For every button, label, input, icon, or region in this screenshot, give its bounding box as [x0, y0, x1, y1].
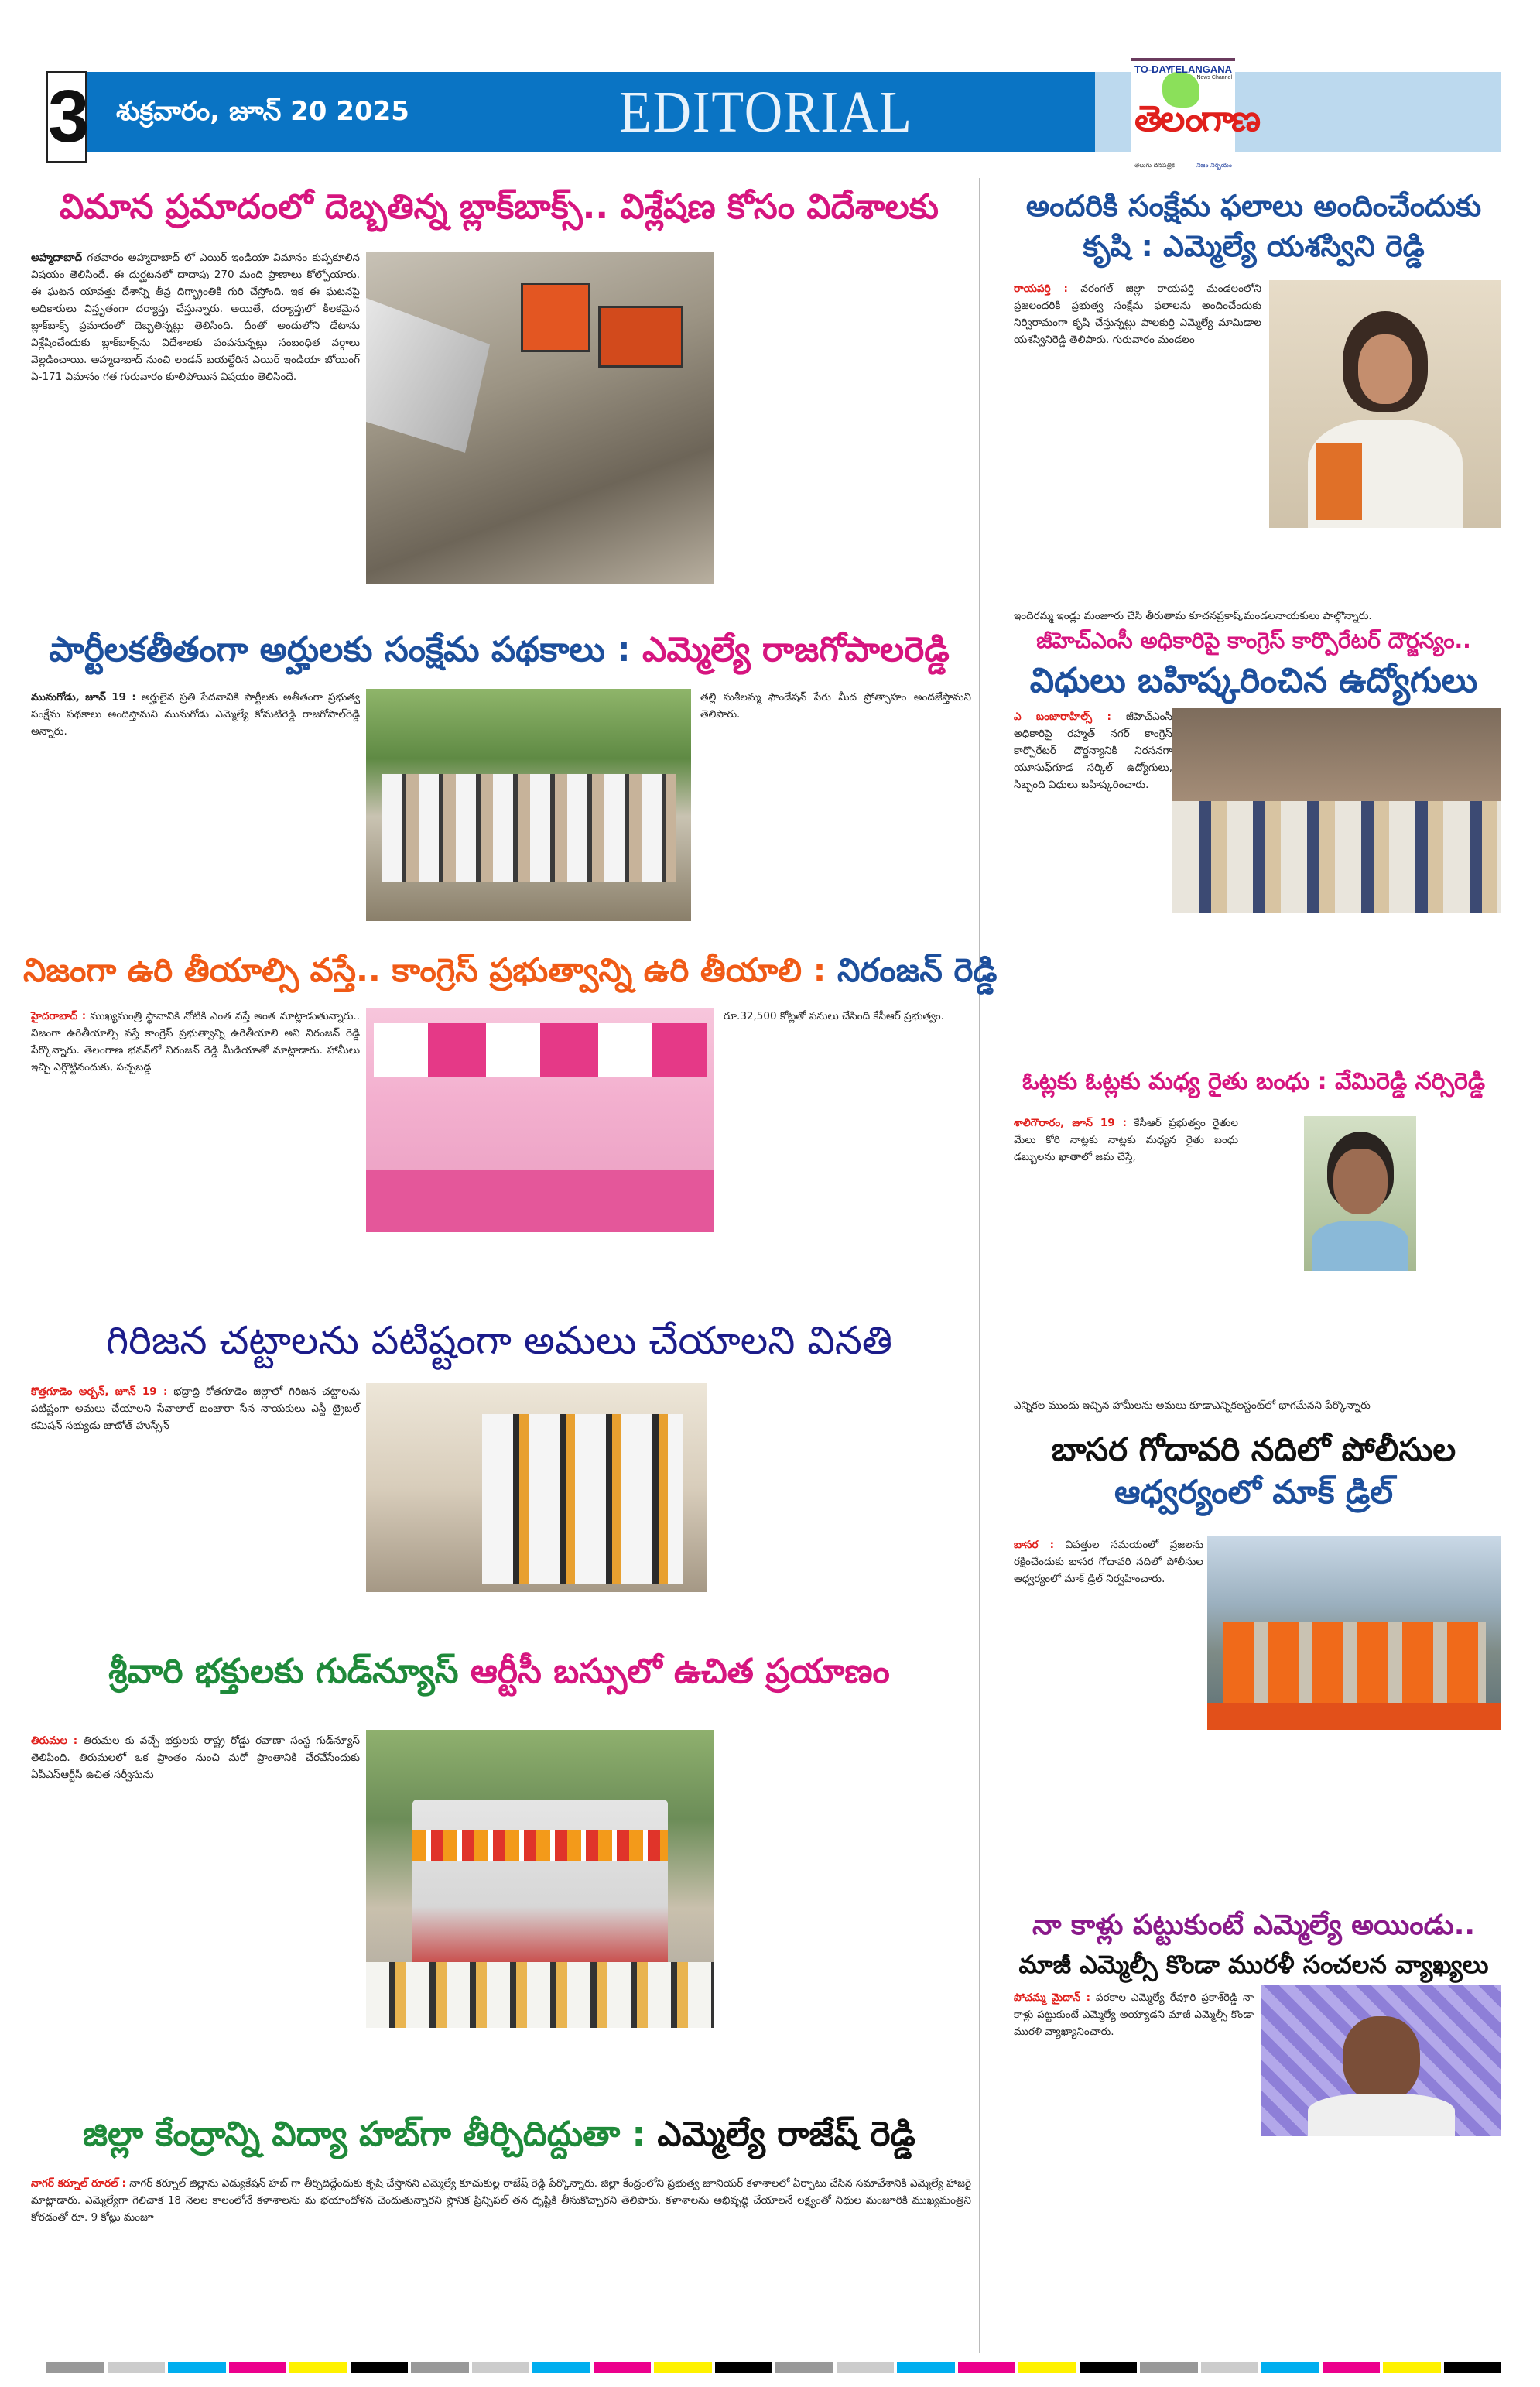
headline-main: జిల్లా కేంద్రాన్ని విద్యా హబ్‌గా తీర్చిదిద్దుతా :	[83, 2115, 658, 2154]
konda-murali-photo	[1261, 1985, 1501, 2136]
article-text: గతవారం అహ్మదాబాద్ లో ఎయిర్ ఇండియా విమానం కుప్పకూలిన విషయం తెలిసిందే. ఈ దుర్ఘటనలో దాదాపు 270 మంది ప్రాణాలు కోల్పోయారు. ఈ ఘటన యావత్తు దేశాన్ని తీవ్ర దిగ్భ్రాంతికి గురి చేస్తోంది. ఇక ఈ ఘటనపై అధికారులు విస్తృతంగా దర్యాప్తు చేస్తున్నారు. అయితే, దర్యాప్తులో కీలకమైన బ్లాక్‌బాక్స్ ప్రమాదంలో దెబ్బతిన్నట్లు తెలిసింది. దీంతో అందులోని డేటాను విశ్లేషించేందుకు బ్లాక్‌బాక్స్‌ను విదేశాలకు పంపనున్నట్లు సంబంధిత వర్గాలు వెల్లడించాయి. అహ్మదాబాద్ నుంచి లండన్ బయల్దేరిన ఎయిర్ ఇండియా బోయింగ్ ఏ-171 విమానం గత గురువారం కూలిపోయిన విషయం తెలిసిందే.	[31, 252, 360, 383]
article-text: అర్హులైన ప్రతి పేదవానికి పార్టీలకు అతీతంగా ప్రభుత్వ సంక్షేమ పథకాలు అందిస్తామని మునుగోడు ఎమ్మెల్యే కోమటిరెడ్డి రాజగోపాల్‌రెడ్డి అన్నారు.	[31, 691, 361, 738]
headline-name: ఎమ్మెల్యే రాజగోపాలరెడ్డి	[642, 630, 950, 670]
article-blackbox-continued	[724, 249, 971, 590]
color-swatch	[775, 2362, 833, 2373]
headline-ghmc: విధులు బహిష్కరించిన ఉద్యోగులు	[1029, 661, 1478, 700]
headline-name: ఆర్టీసీ బస్సులో ఉచిత ప్రయాణం	[470, 1652, 890, 1691]
issue-date: శుక్రవారం, జూన్ 20 2025	[116, 96, 409, 127]
dateline: రాయపర్తి :	[1014, 283, 1068, 295]
headline-konda-line1: నా కాళ్లు పట్టుకుంటే ఎమ్మెల్యే అయిండు..	[1032, 1909, 1476, 1941]
logo-top-right: TELANGANA	[1169, 63, 1232, 75]
color-swatch	[715, 2362, 773, 2373]
color-swatch	[897, 2362, 955, 2373]
dateline: కొత్తగూడెం అర్బన్, జూన్ 19 :	[31, 1385, 168, 1398]
headline-name: ఎమ్మెల్యే రాజేష్ రెడ్డి	[657, 2115, 915, 2154]
color-swatch	[472, 2362, 530, 2373]
headline-yashaswini-line2: కృషి : ఎమ్మెల్యే యశస్విని రెడ్డి	[1083, 229, 1425, 263]
dateline: నాగర్ కర్నూల్ రూరల్ :	[31, 2177, 126, 2190]
headline-name: నిరంజన్ రెడ్డి	[837, 951, 998, 989]
article-text: కేసీఆర్ ప్రభుత్వం రైతుల మేలు కోరి నాట్లకు నాట్లకు మధ్యన రైతు బంధు డబ్బులను ఖాతాలో జమ చేస్తే,	[1014, 1117, 1239, 1163]
article-text: జీహెచ్‌ఎంసీ అధికారిపై రహ్మత్ నగర్ కాంగ్రెస్ కార్పొరేటర్ దౌర్జన్యానికి నిరసనగా యూసుఫ్‌గూడ సర్కిల్ ఉద్యోగులు, సిబ్బంది విధులు బహిష్కరించారు.	[1014, 711, 1172, 791]
basara-mockdrill-photo	[1207, 1536, 1501, 1730]
tirumala-bus-photo	[366, 1730, 714, 2028]
headline-basara-line1: బాసర గోదావరి నదిలో పోలీసుల	[1051, 1430, 1456, 1468]
dateline: తిరుమల :	[31, 1735, 78, 1747]
article-text: పరకాల ఎమ్మెల్యే రేవూరి ప్రకాశ్‌రెడ్డి నా కాళ్లు పట్టుకుంటే ఎమ్మెల్యే అయ్యాడని మాజీ ఎమ్మెల్సీ కొండా మురళి వ్యాఖ్యానించారు.	[1014, 1991, 1254, 2038]
ghmc-protest-photo	[1172, 708, 1501, 913]
logo-bottom-left: తెలుగు దినపత్రిక	[1134, 162, 1176, 169]
article-rajagopal-body	[31, 689, 360, 937]
color-swatch	[1444, 2362, 1502, 2373]
article-narsireddy-footer: ఎన్నికల ముందు ఇచ్చిన హామీలను అమలు కూడాఎన్నికలస్టంట్‌లో భాగమేనని పేర్కొన్నారు	[1014, 1399, 1371, 1412]
color-swatch	[168, 2362, 226, 2373]
article-basara-body	[1014, 1536, 1203, 1885]
article-girijana-body	[31, 1383, 360, 1631]
column-divider	[979, 178, 980, 2353]
color-swatch	[1140, 2362, 1198, 2373]
article-niranjan-body	[31, 1008, 360, 1302]
color-swatch	[229, 2362, 287, 2373]
article-girijana-continued	[716, 1383, 971, 1631]
headline-rajagopal	[23, 627, 975, 673]
article-text: ముఖ్యమంత్రి స్థానానికి నోటికి ఎంత వస్తే అంత మాట్లాడుతున్నారు.. నిజంగా ఉరితీయాల్సి వస్తే కాంగ్రెస్ ప్రభుత్వాన్ని ఉరితీయాలి అని నిరంజన్ రెడ్డి పేర్కొన్నారు. తెలంగాణ భవన్‌లో నిరంజన్ రెడ్డి మీడియాతో మాట్లాడారు. హామీలు ఇచ్చి ఎగ్గొట్టినందుకు, పచ్చబడ్డ	[31, 1010, 361, 1074]
color-swatch	[654, 2362, 712, 2373]
headline-main: నిజంగా ఉరి తీయాల్సి వస్తే.. కాంగ్రెస్ ప్రభుత్వాన్ని ఉరి తీయాలి :	[23, 951, 838, 989]
color-swatch	[1018, 2362, 1076, 2373]
article-niranjan-right: రూ.32,500 కోట్లతో పనులు చేసింది కేసీఆర్ ప్రభుత్వం.	[724, 1010, 944, 1022]
dateline: ఎ బంజారాహిల్స్ :	[1014, 711, 1111, 723]
headline-yashaswini-line1: అందరికి సంక్షేమ ఫలాలు అందించేందుకు	[1025, 189, 1482, 223]
article-yashaswini-body	[1014, 280, 1261, 605]
article-blackbox-body	[31, 249, 360, 590]
headline-niranjan	[23, 948, 998, 993]
article-konda-continued	[1261, 2140, 1501, 2353]
headline-basara-line2: ఆధ్వర్యంలో మాక్ డ్రిల్	[1114, 1473, 1394, 1511]
color-swatch	[532, 2362, 590, 2373]
dateline: శాలిగౌరారం, జూన్ 19 :	[1014, 1117, 1127, 1129]
color-swatch	[1080, 2362, 1138, 2373]
color-swatch	[594, 2362, 652, 2373]
dateline: పోచమ్మ మైదాన్ :	[1014, 1991, 1090, 2004]
article-rajagopal-right: తల్లి సుశీలమ్మ ఫౌండేషన్ పేరు మీద ప్రోత్సాహం అందజేస్తామని తెలిపారు.	[700, 691, 971, 721]
dateline: హైదరాబాద్ :	[31, 1010, 87, 1022]
article-tirumala-body	[31, 1732, 360, 2096]
color-swatch	[1383, 2362, 1441, 2373]
headline-main: పార్టీలకతీతంగా అర్హులకు సంక్షేమ పథకాలు :	[49, 630, 643, 670]
narsireddy-portrait	[1304, 1116, 1416, 1271]
article-ghmc-body	[1014, 708, 1172, 1033]
munugodu-group-photo	[366, 689, 691, 921]
masthead	[0, 0, 1540, 174]
color-swatch	[289, 2362, 347, 2373]
article-basara-continued	[1207, 1734, 1501, 1885]
brs-press-meet-photo	[366, 1008, 714, 1232]
headline-tirumala	[23, 1649, 975, 1695]
color-swatch	[1201, 2362, 1259, 2373]
headline-rajesh	[23, 2109, 975, 2160]
dateline: మునుగోడు, జూన్ 19 :	[31, 691, 136, 704]
plane-crash-photo	[366, 252, 714, 584]
color-swatch	[411, 2362, 469, 2373]
headline-narsireddy: ఓట్లకు ఓట్లకు మధ్య రైతు బంధు : వేమిరెడ్డి నర్సిరెడ్డి	[1022, 1068, 1486, 1095]
headline-konda-line2: మాజీ ఎమ్మెల్సీ కొండా మురళీ సంచలన వ్యాఖ్యలు	[1018, 1950, 1489, 1979]
section-title: EDITORIAL	[619, 80, 913, 145]
article-tirumala-continued	[724, 1732, 971, 2096]
headline-ghmc-kicker: జీహెచ్‌ఎంసీ అధికారిపై కాంగ్రెస్ కార్పొరేటర్ దౌర్జన్యం..	[1036, 628, 1471, 653]
color-swatch	[837, 2362, 895, 2373]
girijana-meeting-photo	[366, 1383, 707, 1592]
logo-top-left: TO-DAY	[1134, 63, 1172, 75]
page-number: 3	[46, 71, 87, 163]
article-text: వరంగల్ జిల్లా రాయపర్తి మండలంలోని ప్రజలందరికి ప్రభుత్వ సంక్షేమ ఫలాలను అందించేందుకు నిర్విరామంగా కృషి చేస్తున్నట్లు పాలకుర్తి ఎమ్మెల్యే మామిడాల యశస్వినిరెడ్డి తెలిపారు. గురువారం మండలం	[1014, 283, 1261, 346]
dateline: అహ్మదాబాద్	[31, 252, 83, 264]
yashaswini-portrait	[1269, 280, 1501, 528]
article-konda-body	[1014, 1989, 1254, 2353]
color-swatch	[351, 2362, 409, 2373]
logo-bottom-right: నిజం నిర్భయం	[1196, 162, 1232, 169]
article-yashaswini-footer: ఇందిరమ్మ ఇండ్లు మంజూరు చేసి తీరుతామ కూచనప్రకాష్,మండలనాయకులు పాల్గొన్నారు.	[1014, 610, 1372, 622]
article-ghmc-continued	[1172, 917, 1501, 1033]
headline-girijana: గిరిజన చట్టాలను పటిష్టంగా అమలు చేయాలని వినతి	[106, 1318, 892, 1363]
article-text: నాగర్ కర్నూల్ జిల్లాను ఎడ్యుకేషన్ హబ్ గా తీర్చిదిద్దేందుకు కృషి చేస్తానని ఎమ్మెల్యే కూచుకుల్ల రాజేష్ రెడ్డి పేర్కొన్నారు. జిల్లా కేంద్రంలోని ప్రభుత్వ జూనియర్ కళాశాలలో ఏర్పాటు చేసిన సమావేశానికి ఎమ్మెల్యే హాజరై మాట్లాడారు. ఎమ్మెల్యేగా గెలిచాక 18 నెలల కాలంలోనే కళాశాలను మ భయాందోళన చెందుతున్నారని స్థానిక ప్రిన్సిపల్ తన దృష్టికి తీసుకొచ్చారని తెలిపారు. కళాశాలను అభివృద్ధి చేయాలనే లక్ష్యంతో నిధుల మంజూరికి ముఖ్యమంత్రిని కోరడంతో రూ. 9 కోట్లు మంజూ	[31, 2177, 971, 2224]
article-text: భద్రాద్రి కోతగూడెం జిల్లాలో గిరిజన చట్టాలను పటిష్టంగా అమలు చేయాలని సేవాలాల్ బంజారా సేన నాయకులు ఎస్టీ ట్రైబల్ కమిషన్ సభ్యుడు జాటోత్ హుస్సేన్	[31, 1385, 360, 1432]
headline-main: శ్రీవారి భక్తులకు గుడ్‌న్యూస్	[108, 1652, 471, 1691]
color-swatch	[1261, 2362, 1319, 2373]
dateline: బాసర :	[1014, 1539, 1055, 1551]
article-text: విపత్తుల సమయంలో ప్రజలను రక్షించేందుకు బాసర గోదావరి నదిలో పోలీసుల ఆధ్వర్యంలో మాక్ డ్రిల్ నిర్వహించారు.	[1014, 1539, 1203, 1585]
logo-sub: News Channel	[1196, 75, 1232, 80]
headline-blackbox: విమాన ప్రమాదంలో దెబ్బతిన్న బ్లాక్‌బాక్స్.. విశ్లేషణ కోసం విదేశాలకు	[60, 187, 939, 227]
article-rajesh-body	[31, 2175, 971, 2353]
article-text: తిరుమల కు వచ్చే భక్తులకు రాష్ట్ర రోడ్డు రవాణా సంస్థ గుడ్‌న్యూస్ తెలిపింది. తిరుమలలో ఒక ప్రాంతం నుంచి మరో ప్రాంతానికి చేరవేసేందుకు ఏపీఎస్ఆర్టీసీ ఉచిత సర్వీసును	[31, 1735, 360, 1781]
registration-color-bar	[46, 2362, 1501, 2373]
color-swatch	[108, 2362, 166, 2373]
newspaper-logo	[1131, 58, 1259, 173]
color-swatch	[1323, 2362, 1381, 2373]
logo-name: తెలంగాణ	[1134, 98, 1259, 139]
article-narsireddy-body	[1014, 1115, 1238, 1393]
color-swatch	[46, 2362, 104, 2373]
color-swatch	[958, 2362, 1016, 2373]
